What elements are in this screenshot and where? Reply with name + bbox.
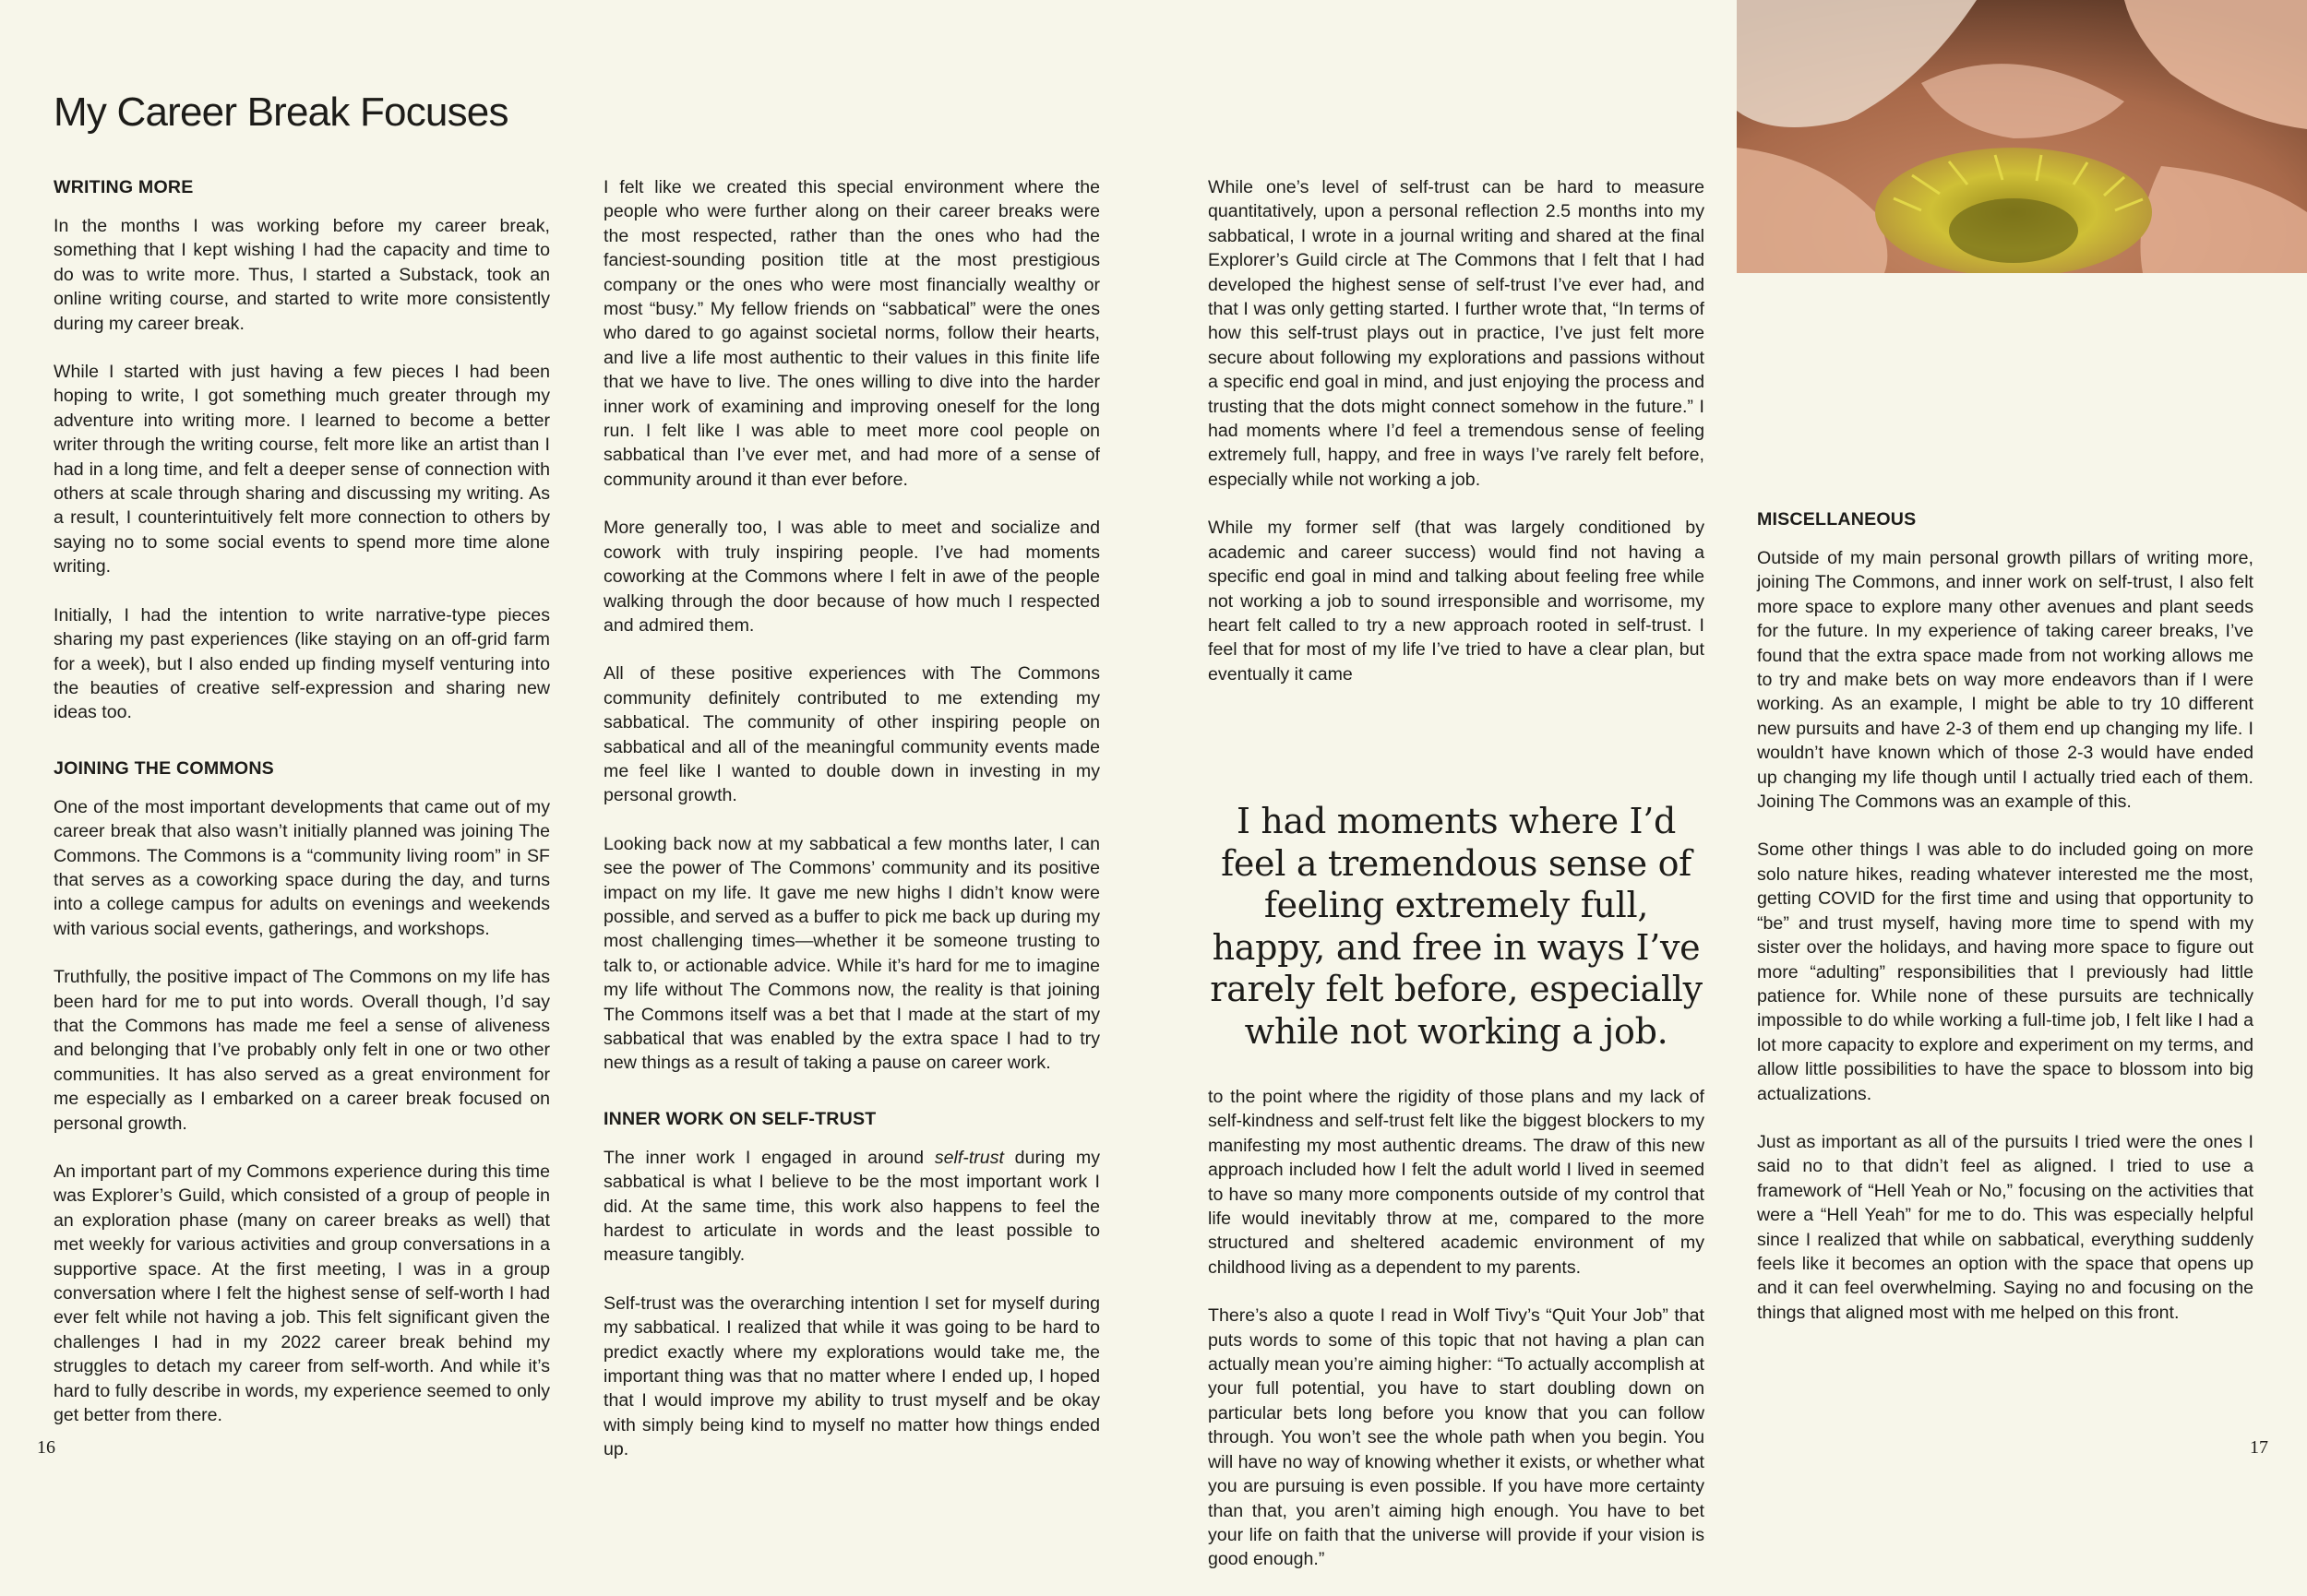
heading-writing-more: WRITING MORE	[54, 177, 194, 197]
flower-photo-icon	[1737, 0, 2307, 273]
paragraph: There’s also a quote I read in Wolf Tivy’s “Quit Your Job” that puts words to some of this topic that not having a plan can actually mean you’re aiming higher: “To actually accomplish at your full potential, you have to start doubling down on particular bets long before you know that you can follow through. You won’t see the whole path when you begin. You will have no way of knowing whether it exists, or whether what you are pursuing is even possible. If you have more certainty than that, you aren’t aiming high enough. You have to bet your life on faith that the universe will provide if your vision is good enough.”	[1208, 1305, 1704, 1570]
column-3-top	[1208, 175, 1704, 710]
page-number-right: 17	[2250, 1437, 2268, 1458]
paragraph: Looking back now at my sabbatical a few months later, I can see the power of The Commons’ community and its positive impact on my life. It gave me new highs I didn’t know were possible, and served as a buffer to pick me back up during my most challenging times—whether it be someone trusting to talk to, or actionable advice. While it’s hard for me to imagine my life without The Commons now, the reality is that joining The Commons itself was a bet that I made at the start of my sabbatical that was enabled by the extra space I had to try new things as a result of taking a pause on career work.	[604, 833, 1100, 1074]
paragraph: Outside of my main personal growth pillars of writing more, joining The Commons, and inner work on self-trust, I also felt more space to explore many other avenues and plant seeds for the future. In my experience of taking career breaks, I’ve found that the extra space made from not working allows me to try and make bets on way more endeavors than if I were working. As an example, I might be able to try 10 different new pursuits and have 2-3 of them end up changing my life. I wouldn’t have known which of those 2-3 would have ended up changing my life though until I actually tried each of them. Joining The Commons was an example of this.	[1757, 548, 2253, 813]
pull-quote: I had moments where I’d feel a tremendous sense of feeling extremely full, happy, and free in ways I’ve rarely felt before, especially while not working a job.	[1210, 801, 1703, 1052]
page-number-left: 16	[37, 1437, 55, 1458]
paragraph: An important part of my Commons experience during this time was Explorer’s Guild, which consisted of a group of people in an exploration phase (many on career breaks as well) that met weekly for various activities and group conversations in a supportive space. At the first meeting, I was in a group conversation where I felt the highest sense of self-worth I had ever felt while not having a job. This felt significant given the challenges I had in my 2022 career break behind my struggles to detach my career from self-worth. And while it’s hard to fully describe in words, my experience seemed to only get better from there.	[54, 1161, 550, 1426]
emphasis: self-trust	[934, 1147, 1004, 1168]
column-2	[604, 175, 1100, 1486]
paragraph: While my former self (that was largely conditioned by academic and career success) would find not having a specific end goal in mind and talking about feeling free while not working a job to sound irresponsible and worrisome, my heart felt called to try a new approach rooted in self-trust. I feel that for most of my life I’ve tried to have a clear plan, but eventually it came	[1208, 518, 1704, 685]
heading-miscellaneous: MISCELLANEOUS	[1757, 509, 1917, 530]
paragraph: While one’s level of self-trust can be hard to measure quantitatively, upon a personal reflection 2.5 months into my sabbatical, I wrote in a journal writing and shared at the final Explorer’s Guild circle at The Commons that I felt that I had developed the highest sense of self-trust I’ve ever had, and that I was only getting started. I further wrote that, “In terms of how this self-trust plays out in practice, I’ve just felt more secure about following my explorations and passions without a specific end goal in mind, and just enjoying the process and trusting that the dots might connect somehow in the future.” I had moments where I’d feel a tremendous sense of feeling extremely full, happy, and free in ways I’ve rarely felt before, especially while not working a job.	[1208, 177, 1704, 490]
paragraph: The inner work I engaged in around self-trust during my sabbatical is what I believe to be the most important work I did. At the same time, this work also happens to feel the hardest to articulate in words and the least possible to measure tangibly.	[604, 1147, 1100, 1266]
paragraph: Self-trust was the overarching intention I set for myself during my sabbatical. I realized that while it was going to be hard to predict exactly where my explorations would take me, the important thing was that no matter where I ended up, I hoped that I would improve my ability to trust myself and be okay with simply being kind to myself no matter how things ended up.	[604, 1292, 1100, 1460]
page-title: My Career Break Focuses	[54, 89, 508, 135]
flower-photo	[1737, 0, 2307, 273]
paragraph: Just as important as all of the pursuits I tried were the ones I said no to that didn’t feel as aligned. I tried to use a framework of “Hell Yeah or No,” focusing on the activities that were a “Hell Yeah” for me to do. This was especially helpful since I realized that while on sabbatical, everything suddenly feels like it becomes an option with the space that opens up and it can feel overwhelming. Saying no and focusing on the things that aligned most with me helped on this front.	[1757, 1131, 2253, 1323]
heading-joining-the-commons: JOINING THE COMMONS	[54, 757, 274, 779]
paragraph: to the point where the rigidity of those plans and my lack of self-kindness and self-trust felt like the biggest blockers to my manifesting my most authentic dreams. The draw of this new approach included how I felt the adult world I lived in seemed to have so many more components outside of my control that life would inevitably throw at me, compared to the more structured and sheltered academic environment of my childhood living as a dependent to my parents.	[1208, 1087, 1704, 1278]
column-3-bottom	[1208, 1085, 1704, 1596]
paragraph: Some other things I was able to do included going on more solo nature hikes, reading whatever interested me the most, getting COVID for the first time and using that opportunity to “be” and trust myself, having more time to spend with my sister over the holidays, and having more space to figure out more “adulting” responsibilities that I previously had little patience for. While none of these pursuits are technically impossible to do while working a full-time job, I felt like I had a lot more capacity to explore and experiment on my terms, and allow little possibilities to have the space to blossom into big actualizations.	[1757, 840, 2253, 1104]
paragraph: I felt like we created this special environment where the people who were further along on their career breaks were the most respected, rather than the ones who had the fanciest-sounding position title at the most prestigious company or the ones who were most financially wealthy or most “busy.” My fellow friends on “sabbatical” were the ones who dared to go against societal norms, follow their hearts, and live a life most authentic to their values in this finite life that we have to live. The ones willing to dive into the harder inner work of examining and improving oneself for the long run. I felt like I was able to meet more cool people on sabbatical than I’ve ever met, and had more of a sense of community around it than ever before.	[604, 177, 1100, 490]
paragraph: One of the most important developments that came out of my career break that also wasn’t initially planned was joining The Commons. The Commons is a “community living room” in SF that serves as a coworking space during the day, and turns into a college campus for adults on evenings and weekends with various social events, gatherings, and workshops.	[54, 796, 550, 939]
paragraph: In the months I was working before my career break, something that I kept wishing I had the capacity and time to do was to write more. Thus, I started a Substack, took an online writing course, and started to write more consistently during my career break.	[54, 216, 550, 334]
column-1	[54, 175, 550, 1451]
paragraph: All of these positive experiences with The Commons community definitely contributed to me extending my sabbatical. The community of other inspiring people on sabbatical and all of the meaningful community events made me feel like I wanted to double down in investing in my personal growth.	[604, 663, 1100, 806]
paragraph: More generally too, I was able to meet and socialize and cowork with truly inspiring people. I’ve had moments coworking at the Commons where I felt in awe of the people walking through the door because of how much I respected and admired them.	[604, 518, 1100, 636]
paragraph: While I started with just having a few pieces I had been hoping to write, I got something much greater through my adventure into writing more. I learned to become a better writer through the writing course, felt more like an artist than I had in a long time, and felt a deeper sense of connection with others at scale through sharing and discussing my writing. As a result, I counterintuitively felt more connection to others by saying no to some social events to spend more time alone writing.	[54, 362, 550, 578]
heading-inner-work-self-trust: INNER WORK ON SELF-TRUST	[604, 1108, 877, 1129]
paragraph: Initially, I had the intention to write narrative-type pieces sharing my past experiences (like staying on an off-grid farm for a week), but I also ended up finding myself venturing into the beauties of creative self-expression and sharing new ideas too.	[54, 604, 550, 723]
paragraph: Truthfully, the positive impact of The Commons on my life has been hard for me to put into words. Overall though, I’d say that the Commons has made me feel a sense of aliveness and belonging that I’ve probably only felt in one or two other communities. It has also served as a great environment for me especially as I embarked on a career break focused on personal growth.	[54, 967, 550, 1134]
column-4	[1757, 308, 2253, 1349]
